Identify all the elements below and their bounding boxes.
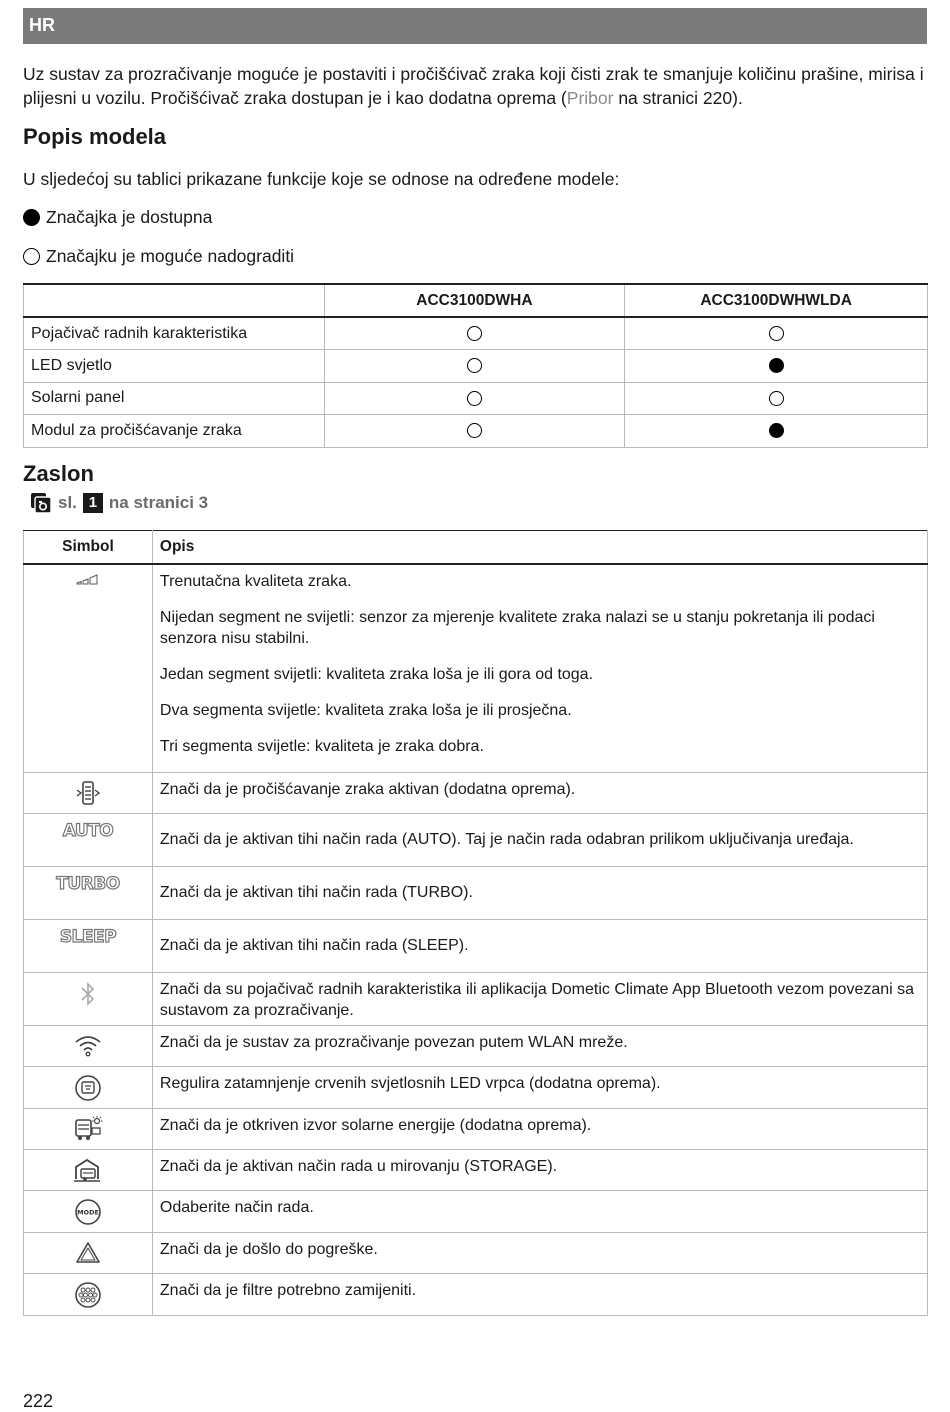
- intro-paragraph: [23, 62, 927, 110]
- intro-text: Uz sustav za prozračivanje moguće je postaviti i pročišćivač zraka koji čisti zrak te smanjuje količinu prašine, mirisa i plijesni u vozilu. Pročišćivač zraka dostupan je i kao dodatna oprema (: [23, 64, 924, 108]
- solar-icon: [73, 1116, 103, 1142]
- table-row: [24, 415, 928, 448]
- wifi-icon: [74, 1033, 102, 1057]
- empty-circle-icon: [769, 391, 784, 406]
- table-row: [24, 350, 928, 383]
- figure-reference[interactable]: [30, 492, 208, 514]
- table-row: [24, 1150, 928, 1191]
- table-row: [24, 973, 928, 1026]
- table-row: [24, 773, 928, 814]
- figure-number: 1: [83, 493, 103, 513]
- column-header-model-2: ACC3100DWHWLDA: [625, 284, 928, 317]
- feature-availability-cell: [625, 317, 928, 350]
- description-cell: Regulira zatamnjenje crvenih svjetlosnih LED vrpca (dodatna oprema).: [152, 1067, 927, 1109]
- empty-circle-icon: [467, 358, 482, 373]
- table-row: [24, 1233, 928, 1274]
- feature-availability-cell: [625, 415, 928, 448]
- air-quality-text: Jedan segment svijetli: kvaliteta zraka loša je ili gora od toga.: [159, 665, 594, 683]
- accessories-link[interactable]: Pribor: [566, 88, 614, 108]
- column-header-description: Opis: [152, 531, 927, 564]
- feature-name: Modul za pročišćavanje zraka: [24, 415, 325, 448]
- feature-availability-cell: [625, 382, 928, 415]
- symbol-cell: [24, 920, 153, 973]
- feature-availability-cell: [324, 382, 625, 415]
- models-description: U sljedećoj su tablici prikazane funkcije koje se odnose na određene modele:: [23, 169, 620, 189]
- page-number: 222: [23, 1391, 54, 1411]
- air-quality-text: Trenutačna kvaliteta zraka.: [159, 572, 352, 590]
- storage-icon: [73, 1157, 103, 1183]
- table-row: [24, 920, 928, 973]
- symbol-cell: [24, 814, 153, 867]
- feature-availability-cell: [324, 317, 625, 350]
- table-row: [24, 1109, 928, 1150]
- feature-availability-cell: [324, 350, 625, 383]
- bluetooth-icon: [78, 980, 98, 1008]
- empty-circle-icon: [23, 248, 40, 265]
- table-row: [24, 814, 928, 867]
- auto-mode-symbol: AUTO: [62, 821, 114, 841]
- camera-icon: [30, 492, 52, 514]
- legend-upgradable-label: Značajku je moguće nadograditi: [46, 246, 295, 266]
- symbol-cell: [24, 1274, 153, 1316]
- description-cell: Znači da je pročišćavanje zraka aktivan (dodatna oprema).: [152, 773, 927, 814]
- intro-text-end: na stranici 220).: [613, 88, 743, 108]
- description-cell: Znači da su pojačivač radnih karakteristika ili aplikacija Dometic Climate App Bluetooth vezom povezani sa sustavom za prozračivanje.: [152, 973, 927, 1026]
- air-quality-text: Tri segmenta svijetle: kvaliteta je zraka dobra.: [159, 737, 484, 755]
- symbol-cell: [24, 1109, 153, 1150]
- symbol-cell: [24, 867, 153, 920]
- empty-circle-icon: [769, 326, 784, 341]
- air-quality-text: Nijedan segment ne svijetli: senzor za mjerenje kvalitete zraka nalazi se u stanju pokretanja ili podaci senzora nisu stabilni.: [159, 608, 875, 647]
- warning-icon: [74, 1240, 102, 1266]
- air-quality-icon: [74, 573, 102, 587]
- table-row: [24, 564, 928, 773]
- mode-button-icon: [74, 1198, 102, 1226]
- description-cell: Znači da je aktivan način rada u mirovanju (STORAGE).: [152, 1150, 927, 1191]
- symbol-cell: [24, 1026, 153, 1067]
- description-cell: [152, 564, 927, 773]
- empty-circle-icon: [467, 326, 482, 341]
- table-header-row: [24, 531, 928, 564]
- table-header-row: [24, 284, 928, 317]
- column-header-model-1: ACC3100DWHA: [324, 284, 625, 317]
- mode-button-label: MODE: [77, 1208, 99, 1217]
- turbo-mode-symbol: TURBO: [56, 874, 120, 894]
- symbol-cell: [24, 1191, 153, 1233]
- symbol-cell: [24, 773, 153, 814]
- symbol-cell: [24, 1150, 153, 1191]
- description-cell: Znači da je sustav za prozračivanje povezan putem WLAN mreže.: [152, 1026, 927, 1067]
- symbol-cell: [24, 1067, 153, 1109]
- models-table: [23, 283, 928, 448]
- filled-circle-icon: [769, 358, 784, 373]
- legend-upgradable: [23, 244, 294, 268]
- display-heading: Zaslon: [23, 461, 94, 486]
- figure-prefix: sl.: [58, 493, 77, 512]
- filled-circle-icon: [23, 209, 40, 226]
- feature-name: Solarni panel: [24, 382, 325, 415]
- filled-circle-icon: [769, 423, 784, 438]
- table-row: [24, 1026, 928, 1067]
- column-header-feature: [24, 284, 325, 317]
- air-purifier-icon: [75, 780, 101, 806]
- table-row: [24, 1067, 928, 1109]
- models-heading: Popis modela: [23, 124, 167, 149]
- description-cell: Odaberite način rada.: [152, 1191, 927, 1233]
- feature-name: LED svjetlo: [24, 350, 325, 383]
- symbols-table: [23, 530, 928, 1316]
- language-header-bar: [23, 8, 927, 44]
- symbol-cell: [24, 1233, 153, 1274]
- feature-name: Pojačivač radnih karakteristika: [24, 317, 325, 350]
- led-dimmer-icon: [74, 1074, 102, 1102]
- air-quality-text: Dva segmenta svijetle: kvaliteta zraka loša je ili prosječna.: [159, 701, 572, 719]
- feature-availability-cell: [625, 350, 928, 383]
- table-row: [24, 1274, 928, 1316]
- description-cell: Znači da je aktivan tihi način rada (TURBO).: [152, 867, 927, 920]
- figure-page-ref: na stranici 3: [108, 493, 209, 512]
- empty-circle-icon: [467, 391, 482, 406]
- description-cell: Znači da je aktivan tihi način rada (AUTO). Taj je način rada odabran prilikom uključivanja uređaja.: [152, 814, 927, 867]
- table-row: [24, 1191, 928, 1233]
- description-cell: Znači da je došlo do pogreške.: [152, 1233, 927, 1274]
- empty-circle-icon: [467, 423, 482, 438]
- filter-icon: [74, 1281, 102, 1309]
- table-row: [24, 867, 928, 920]
- language-code: HR: [29, 15, 55, 35]
- legend-available: [23, 205, 212, 229]
- symbol-cell: [24, 973, 153, 1026]
- sleep-mode-symbol: SLEEP: [59, 927, 117, 947]
- table-row: [24, 382, 928, 415]
- table-row: [24, 317, 928, 350]
- description-cell: Znači da je otkriven izvor solarne energije (dodatna oprema).: [152, 1109, 927, 1150]
- column-header-symbol: Simbol: [24, 531, 153, 564]
- description-cell: Znači da je filtre potrebno zamijeniti.: [152, 1274, 927, 1316]
- legend-available-label: Značajka je dostupna: [46, 207, 213, 227]
- description-cell: Znači da je aktivan tihi način rada (SLEEP).: [152, 920, 927, 973]
- feature-availability-cell: [324, 415, 625, 448]
- symbol-cell: [24, 564, 153, 773]
